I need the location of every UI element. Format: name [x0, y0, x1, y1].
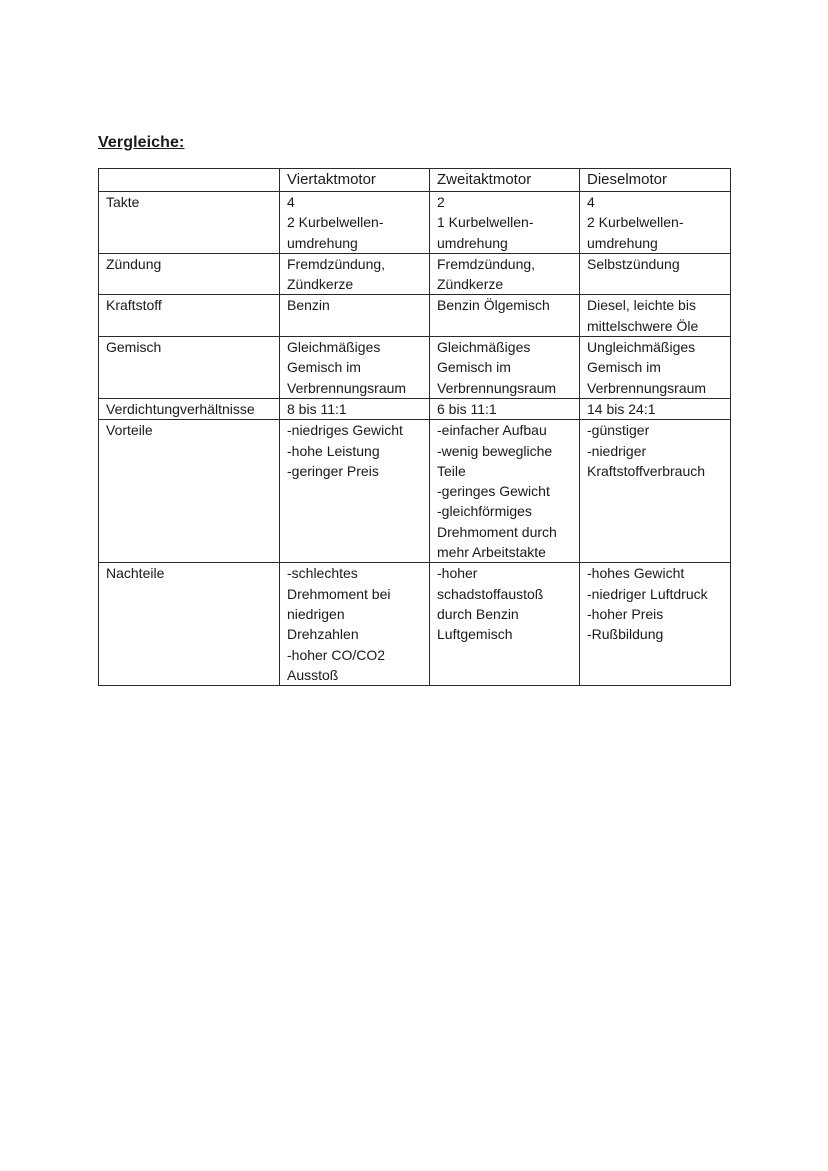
table-row-kraftstoff: [99, 295, 731, 337]
table-cell: Fremdzündung, Zündkerze: [280, 253, 430, 295]
table-body: [99, 192, 731, 686]
table-row-vorteile: [99, 420, 731, 563]
header-cell-dieselmotor: Dieselmotor: [580, 169, 731, 192]
table-cell: -einfacher Aufbau -wenig bewegliche Teile -geringes Gewicht -gleichförmiges Drehmoment durch mehr Arbeitstakte: [430, 420, 580, 563]
table-cell: 14 bis 24:1: [580, 398, 731, 419]
table-cell: Fremdzündung, Zündkerze: [430, 253, 580, 295]
table-row-takte: [99, 192, 731, 254]
header-cell-viertaktmotor: Viertaktmotor: [280, 169, 430, 192]
table-cell: Selbstzündung: [580, 253, 731, 295]
row-label: Takte: [99, 192, 280, 254]
row-label: Kraftstoff: [99, 295, 280, 337]
table-cell: Benzin Ölgemisch: [430, 295, 580, 337]
table-cell: 2 1 Kurbelwellen- umdrehung: [430, 192, 580, 254]
row-label: Zündung: [99, 253, 280, 295]
table-cell: 6 bis 11:1: [430, 398, 580, 419]
row-label: Verdichtungverhältnisse: [99, 398, 280, 419]
header-row: [99, 169, 731, 192]
row-label: Gemisch: [99, 337, 280, 399]
row-label: Nachteile: [99, 563, 280, 686]
table-row-zuendung: [99, 253, 731, 295]
table-cell: -hoher schadstoffaustoß durch Benzin Luftgemisch: [430, 563, 580, 686]
table-cell: 8 bis 11:1: [280, 398, 430, 419]
row-label: Vorteile: [99, 420, 280, 563]
comparison-table: [98, 168, 731, 686]
table-cell: Diesel, leichte bis mittelschwere Öle: [580, 295, 731, 337]
table-header: [99, 169, 731, 192]
table-cell: -hohes Gewicht -niedriger Luftdruck -hoher Preis -Rußbildung: [580, 563, 731, 686]
table-cell: Gleichmäßiges Gemisch im Verbrennungsraum: [430, 337, 580, 399]
table-cell: 4 2 Kurbelwellen- umdrehung: [280, 192, 430, 254]
header-cell-zweitaktmotor: Zweitaktmotor: [430, 169, 580, 192]
table-row-nachteile: [99, 563, 731, 686]
table-row-verdichtung: [99, 398, 731, 419]
table-cell: -schlechtes Drehmoment bei niedrigen Drehzahlen -hoher CO/CO2 Ausstoß: [280, 563, 430, 686]
table-cell: -niedriges Gewicht -hohe Leistung -geringer Preis: [280, 420, 430, 563]
table-cell: Benzin: [280, 295, 430, 337]
table-cell: 4 2 Kurbelwellen- umdrehung: [580, 192, 731, 254]
table-cell: Gleichmäßiges Gemisch im Verbrennungsraum: [280, 337, 430, 399]
page-heading: Vergleiche:: [98, 134, 185, 151]
table-row-gemisch: [99, 337, 731, 399]
table-cell: Ungleichmäßiges Gemisch im Verbrennungsraum: [580, 337, 731, 399]
header-cell-empty: [99, 169, 280, 192]
table-cell: -günstiger -niedriger Kraftstoffverbrauch: [580, 420, 731, 563]
